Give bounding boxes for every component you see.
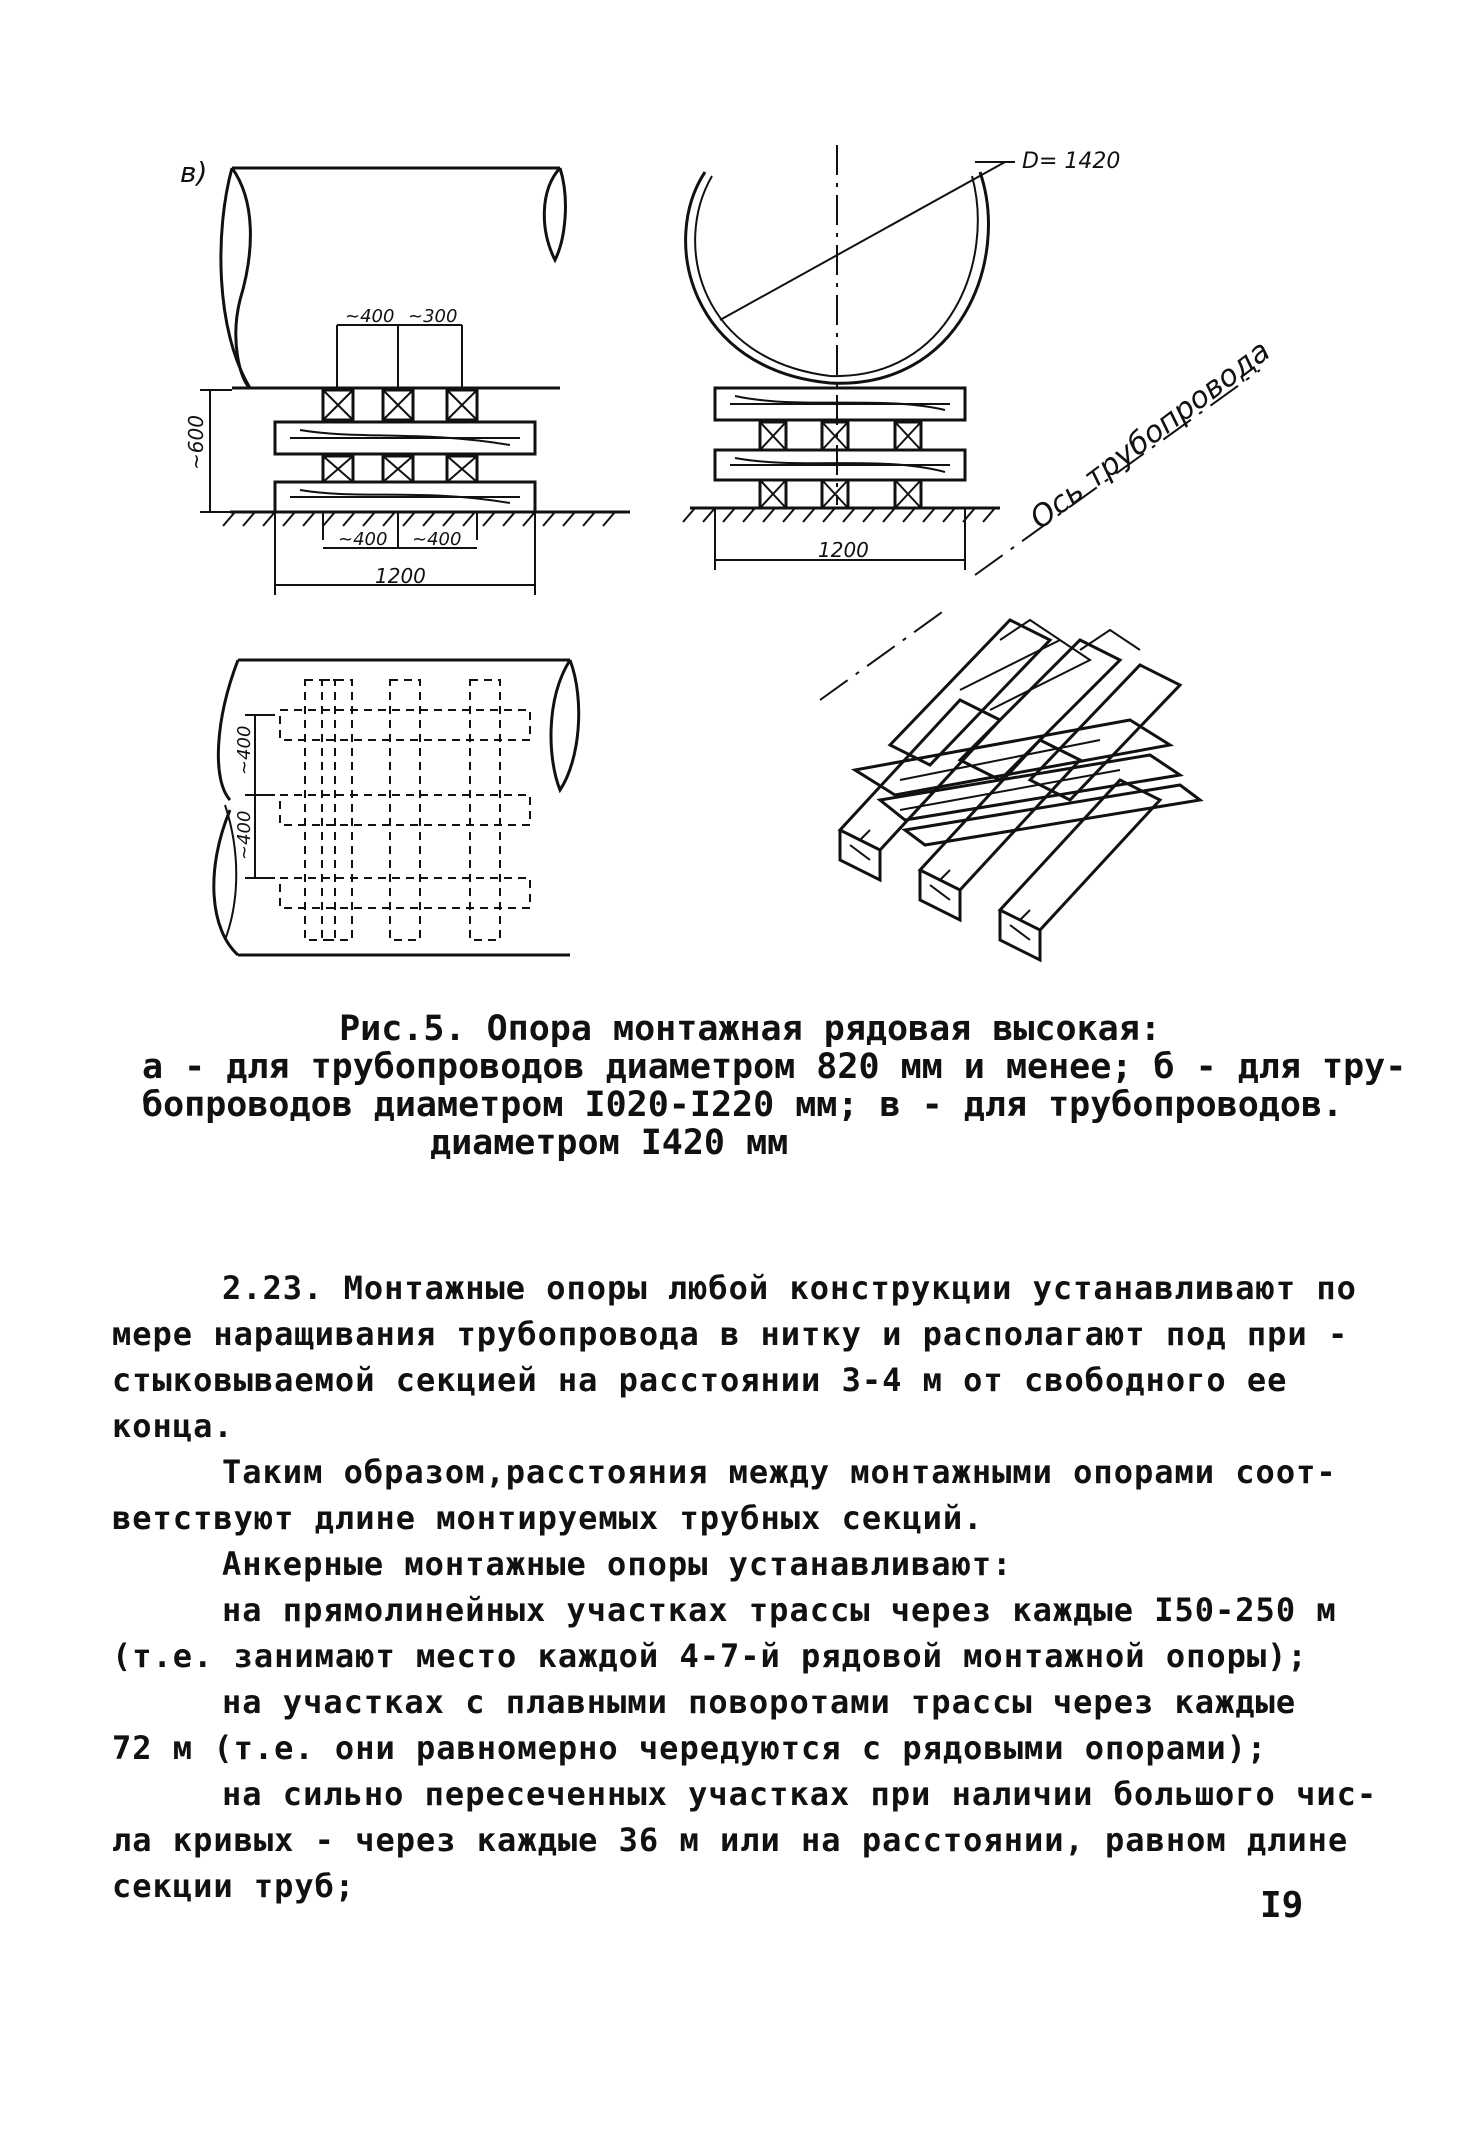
plan-view-drawing (214, 660, 579, 955)
isometric-view-drawing (840, 620, 1200, 960)
dim-300: ~300 (408, 306, 458, 327)
technical-drawing-figure-5 (0, 0, 1478, 1000)
page-number: I9 (1260, 1885, 1304, 1926)
dim-400-a: ~400 (345, 306, 395, 327)
dim-1200-left: 1200 (375, 564, 426, 588)
paragraph-line: Таким образом,расстояния между монтажными опорами соот- (222, 1453, 1337, 1491)
paragraph-line: на участках с плавными поворотами трассы через каждые (222, 1683, 1297, 1721)
paragraph-line: на сильно пересеченных участках при наличии большого чис- (222, 1775, 1378, 1813)
body-text (112, 1265, 1378, 1909)
paragraph-line: 2.23. Монтажные опоры любой конструкции устанавливают по (222, 1269, 1357, 1307)
paragraph-line: стыковываемой секцией на расстоянии 3-4 м от свободного ее (112, 1361, 1288, 1399)
figure-label-v: в) (180, 156, 208, 189)
paragraph-line: Анкерные монтажные опоры устанавливают: (222, 1545, 1013, 1583)
dim-400-plan-bottom: ~400 (234, 810, 255, 860)
paragraph-line: секции труб; (112, 1867, 356, 1905)
dim-600: ~600 (184, 415, 208, 470)
paragraph-line: на прямолинейных участках трассы через каждые I50-250 м (222, 1591, 1337, 1629)
pipeline-axis-label: Ось трубопровода (1023, 333, 1277, 537)
caption-line: а - для трубопроводов диаметром 820 мм и менее; б - для тру- (142, 1047, 1407, 1087)
dim-400-c: ~400 (412, 529, 462, 550)
dim-400-plan-top: ~400 (234, 725, 255, 775)
caption-line: диаметром I420 мм (430, 1123, 789, 1163)
caption-line: бопроводов диаметром I020-I220 мм; в - для трубопроводов. (142, 1085, 1344, 1125)
paragraph-line: мере наращивания трубопровода в нитку и располагают под при - (112, 1315, 1349, 1353)
paragraph-line: ла кривых - через каждые 36 м или на расстоянии, равном длине (112, 1821, 1349, 1859)
figure-caption (130, 1009, 1407, 1163)
diameter-label: D= 1420 (1022, 149, 1121, 174)
paragraph-line: конца. (112, 1407, 234, 1445)
paragraph-line: 72 м (т.е. они равномерно чередуются с рядовыми опорами); (112, 1729, 1268, 1767)
caption-title: Рис.5. Опора монтажная рядовая высокая: (339, 1009, 1161, 1049)
dim-400-b: ~400 (338, 529, 388, 550)
paragraph-line: (т.е. занимают место каждой 4-7-й рядовой монтажной опоры); (112, 1637, 1308, 1675)
dim-1200-right: 1200 (818, 538, 869, 562)
paragraph-line: ветствуют длине монтируемых трубных секций. (112, 1499, 984, 1537)
cross-section-drawing (683, 145, 1015, 570)
